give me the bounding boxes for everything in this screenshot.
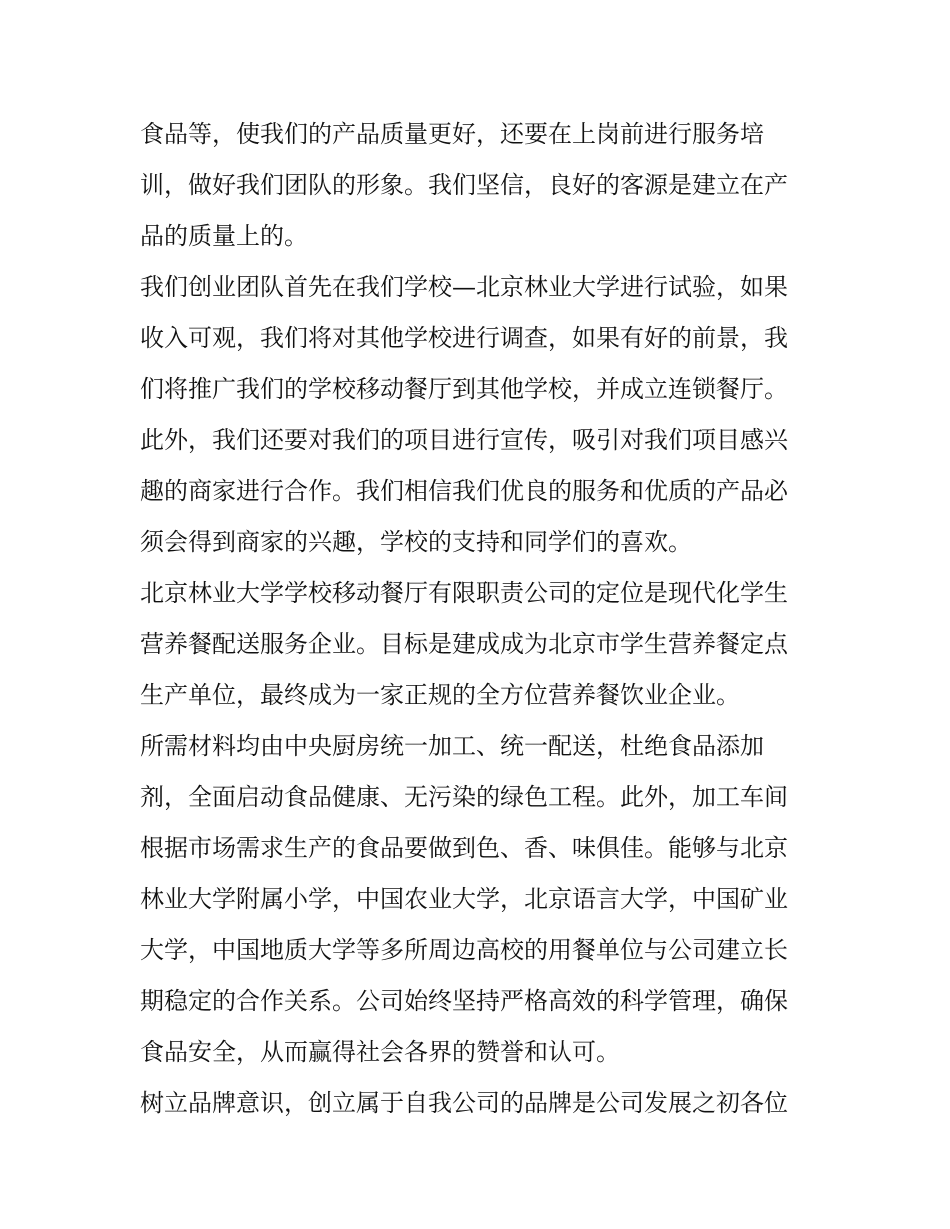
text-line: 品的质量上的。 bbox=[140, 222, 308, 250]
text-line: 食品安全，从而赢得社会各界的赞誉和认可。 bbox=[140, 1038, 620, 1066]
text-line: 北京林业大学学校移动餐厅有限职责公司的定位是现代化学生 bbox=[140, 579, 788, 607]
text-line: 们将推广我们的学校移动餐厅到其他学校，并成立连锁餐厅。 bbox=[140, 375, 788, 403]
text-line: 生产单位，最终成为一家正规的全方位营养餐饮业企业。 bbox=[140, 681, 740, 709]
text-line: 营养餐配送服务企业。目标是建成成为北京市学生营养餐定点 bbox=[140, 630, 788, 658]
document-body bbox=[140, 109, 810, 1129]
text-line: 食品等，使我们的产品质量更好，还要在上岗前进行服务培 bbox=[140, 120, 764, 148]
text-line: 此外，我们还要对我们的项目进行宣传，吸引对我们项目感兴 bbox=[140, 426, 788, 454]
text-line: 收入可观，我们将对其他学校进行调查，如果有好的前景，我 bbox=[140, 324, 788, 352]
text-line: 所需材料均由中央厨房统一加工、统一配送，杜绝食品添加 bbox=[140, 732, 764, 760]
text-line: 大学，中国地质大学等多所周边高校的用餐单位与公司建立长 bbox=[140, 936, 788, 964]
text-line: 树立品牌意识，创立属于自我公司的品牌是公司发展之初各位 bbox=[140, 1089, 788, 1117]
text-line: 剂，全面启动食品健康、无污染的绿色工程。此外，加工车间 bbox=[140, 783, 788, 811]
text-line: 期稳定的合作关系。公司始终坚持严格高效的科学管理，确保 bbox=[140, 987, 788, 1015]
text-line: 训，做好我们团队的形象。我们坚信，良好的客源是建立在产 bbox=[140, 171, 788, 199]
text-line: 趣的商家进行合作。我们相信我们优良的服务和优质的产品必 bbox=[140, 477, 788, 505]
text-line: 须会得到商家的兴趣，学校的支持和同学们的喜欢。 bbox=[140, 528, 692, 556]
text-line: 根据市场需求生产的食品要做到色、香、味俱佳。能够与北京 bbox=[140, 834, 788, 862]
text-line: 我们创业团队首先在我们学校—北京林业大学进行试验，如果 bbox=[140, 273, 788, 301]
text-line: 林业大学附属小学，中国农业大学，北京语言大学，中国矿业 bbox=[140, 885, 788, 913]
